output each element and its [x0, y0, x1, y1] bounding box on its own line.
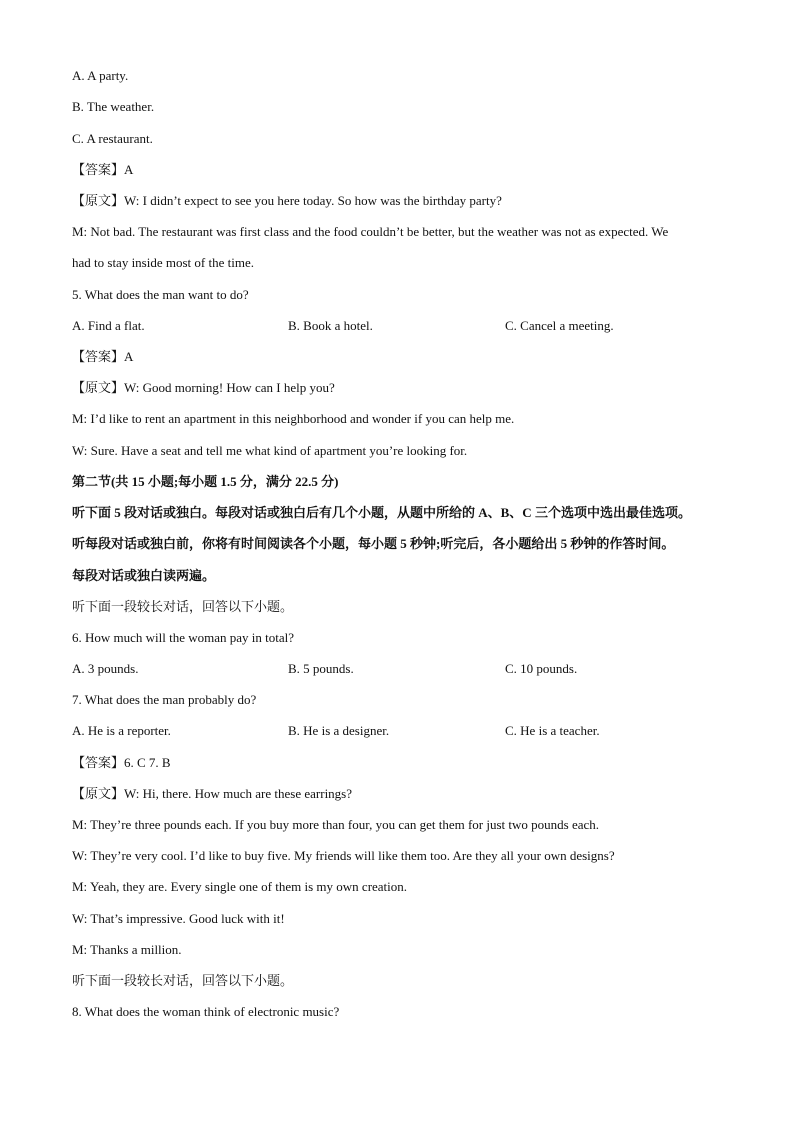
q5-script-line: 【原文】W: Good morning! How can I help you? [72, 380, 335, 395]
q4-answer: 【答案】A [72, 162, 134, 177]
q4-script-line: had to stay inside most of the time. [72, 255, 254, 270]
section-instructions: 听下面 5 段对话或独白。每段对话或独白后有几个小题，从题中所给的 A、B、C 三个选项中选出最佳选项。 [72, 505, 691, 520]
q4-script-line: M: Not bad. The restaurant was first class and the food couldn’t be better, but the weather was not as expected. We [72, 224, 669, 239]
q4-script-line: 【原文】W: I didn’t expect to see you here today. So how was the birthday party? [72, 193, 502, 208]
q7-script-line: W: They’re very cool. I’d like to buy five. My friends will like them too. Are they all your own designs? [72, 848, 615, 863]
q7-option-c: C. He is a teacher. [505, 723, 600, 738]
q5-option-a: A. Find a flat. [72, 318, 145, 333]
section-heading: 第二节(共 15 小题;每小题 1.5 分，满分 22.5 分) [72, 474, 339, 489]
q6-question: 6. How much will the woman pay in total? [72, 630, 295, 645]
q8-question: 8. What does the woman think of electronic music? [72, 1004, 340, 1019]
q5-option-c: C. Cancel a meeting. [505, 318, 614, 333]
q5-script-line: W: Sure. Have a seat and tell me what kind of apartment you’re looking for. [72, 443, 468, 458]
q5-script-line: M: I’d like to rent an apartment in this neighborhood and wonder if you can help me. [72, 411, 515, 426]
q5-question: 5. What does the man want to do? [72, 287, 249, 302]
q7-script-line: M: Yeah, they are. Every single one of them is my own creation. [72, 879, 408, 894]
q6-option-b: B. 5 pounds. [288, 661, 354, 676]
q4-option-a: A. A party. [72, 68, 129, 83]
q7-option-a: A. He is a reporter. [72, 723, 171, 738]
q7-script-line: W: That’s impressive. Good luck with it! [72, 911, 285, 926]
q6-q7-answer: 【答案】6. C 7. B [72, 755, 171, 770]
q4-option-b: B. The weather. [72, 99, 155, 114]
q7-script-line: 【原文】W: Hi, there. How much are these earrings? [72, 786, 353, 801]
listen-instruction: 听下面一段较长对话，回答以下小题。 [72, 973, 294, 988]
q7-question: 7. What does the man probably do? [72, 692, 257, 707]
q5-answer: 【答案】A [72, 349, 134, 364]
q5-option-b: B. Book a hotel. [288, 318, 373, 333]
q6-option-a: A. 3 pounds. [72, 661, 139, 676]
q6-option-c: C. 10 pounds. [505, 661, 578, 676]
q7-option-b: B. He is a designer. [288, 723, 390, 738]
q7-script-line: M: They’re three pounds each. If you buy more than four, you can get them for just two pounds each. [72, 817, 600, 832]
section-instructions: 听每段对话或独白前，你将有时间阅读各个小题，每小题 5 秒钟;听完后，各小题给出 5 秒钟的作答时间。 [72, 536, 675, 551]
q4-option-c: C. A restaurant. [72, 131, 153, 146]
section-instructions: 每段对话或独白读两遍。 [72, 568, 216, 583]
q7-script-line: M: Thanks a million. [72, 942, 182, 957]
listen-instruction: 听下面一段较长对话，回答以下小题。 [72, 599, 294, 614]
